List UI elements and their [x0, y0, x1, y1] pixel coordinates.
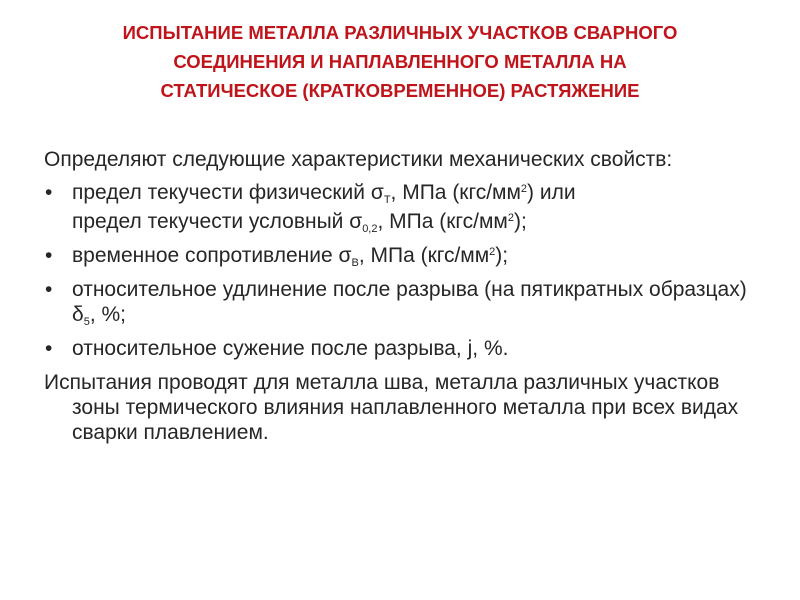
- tensile-text-1: временное сопротивление σ: [72, 244, 352, 267]
- tensile-superscript: 2: [489, 246, 496, 258]
- yield-superscript-2: 2: [507, 212, 514, 224]
- tensile-subscript-v: В: [351, 257, 359, 269]
- tensile-text-3: );: [495, 244, 509, 267]
- bullet-icon: •: [45, 244, 53, 267]
- bullet-icon: •: [45, 181, 53, 204]
- list-item-reduction: [44, 336, 764, 361]
- bullet-icon: •: [45, 278, 53, 301]
- yield-text-1: предел текучести физический σ: [72, 181, 384, 204]
- yield-text-2: , МПа (кгс/мм: [390, 181, 521, 204]
- bullet-icon: •: [45, 337, 53, 360]
- elongation-text-1: относительное удлинение после разрыва (на пятикратных образцах) δ: [72, 278, 747, 326]
- list-item-yield-strength: [44, 180, 764, 234]
- elongation-text-2: , %;: [89, 303, 127, 326]
- yield-text-6: );: [513, 210, 527, 233]
- tensile-text-2: , МПа (кгс/мм: [358, 244, 490, 267]
- intro-paragraph: Определяют следующие характеристики механических свойств:: [44, 148, 673, 171]
- title-line-3: СТАТИЧЕСКОЕ (КРАТКОВРЕМЕННОЕ) РАСТЯЖЕНИЕ: [160, 80, 640, 101]
- yield-text-5: , МПа (кгс/мм: [377, 210, 508, 233]
- slide-title: [40, 18, 760, 105]
- title-line-2: СОЕДИНЕНИЯ И НАПЛАВЛЕННОГО МЕТАЛЛА НА: [173, 51, 627, 72]
- property-list: [44, 180, 764, 361]
- title-line-1: ИСПЫТАНИЕ МЕТАЛЛА РАЗЛИЧНЫХ УЧАСТКОВ СВАРНОГО: [122, 22, 678, 43]
- conclusion-paragraph: Испытания проводят для металла шва, металла различных участков зоны термического влияния наплавленного металла при всех видах сварки плавлением.: [44, 371, 739, 444]
- yield-text-3: ) или: [527, 181, 576, 204]
- yield-superscript-1: 2: [520, 183, 528, 195]
- yield-text-4: предел текучести условный σ: [72, 210, 363, 233]
- list-item-tensile-strength: [44, 243, 764, 268]
- yield-line-2: [72, 209, 764, 234]
- list-item-elongation: [44, 277, 764, 327]
- yield-subscript-t: Т: [383, 194, 391, 206]
- elongation-subscript-5: 5: [83, 316, 90, 328]
- reduction-text: относительное сужение после разрыва, j, %.: [72, 337, 509, 360]
- yield-subscript-02: 0,2: [362, 223, 378, 235]
- slide-body: [44, 147, 764, 445]
